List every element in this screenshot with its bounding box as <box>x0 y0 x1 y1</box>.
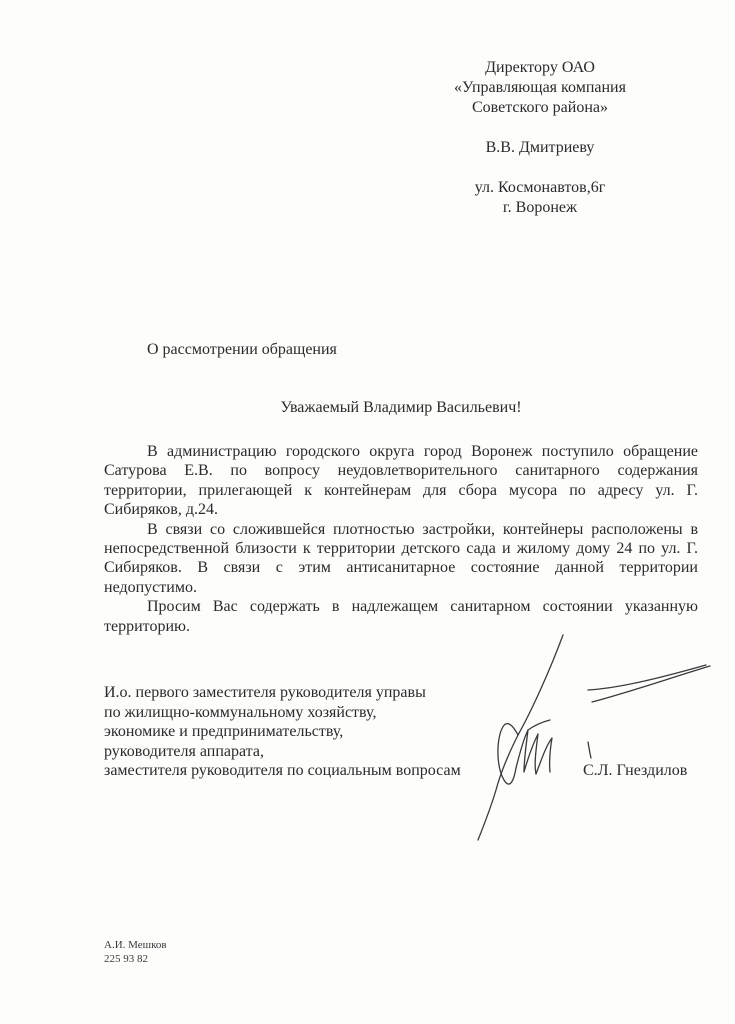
body-paragraph: В администрацию городского округа город Воронеж поступило обращение Сатурова Е.В. по вопросу неудовлетворительного санитарного содержания территории, прилегающей к контейнерам для сбора мусора по адресу ул. Г. Сибиряков, д.24. <box>104 443 698 519</box>
addressee-name: В.В. Дмитриеву <box>485 139 595 156</box>
addressee-company: «Управляющая компания <box>454 79 626 96</box>
signer-title-block <box>104 683 461 781</box>
signer-name: С.Л. Гнездилов <box>583 762 688 779</box>
addressee-city: г. Воронеж <box>502 199 578 216</box>
addressee-position: Директору ОАО <box>485 59 595 76</box>
executor-name: А.И. Мешков <box>104 939 167 951</box>
addressee-street: ул. Космонавтов,6г <box>474 179 606 196</box>
handwritten-signature <box>470 630 720 845</box>
signer-title-line: по жилищно-коммунальному хозяйству, <box>104 703 377 721</box>
executor-block <box>104 938 167 966</box>
addressee-spacer <box>420 158 660 178</box>
body-paragraph: В связи со сложившейся плотностью застройки, контейнеры расположены в непосредственной близости к территории детского сада и жилому дому 24 по ул. Г. Сибиряков. В связи с этим антисанитарное состояние данной территории недопустимо. <box>104 520 698 596</box>
signer-title-line: И.о. первого заместителя руководителя управы <box>104 684 426 701</box>
body-paragraph: Просим Вас содержать в надлежащем санитарном состоянии указанную территорию. <box>104 598 698 635</box>
letter-subject: О рассмотрении обращения <box>147 341 337 358</box>
addressee-company-district: Советского района» <box>472 99 608 116</box>
signer-title-line: экономике и предпринимательству, <box>104 723 344 741</box>
signer-title-line: заместителя руководителя по социальным вопросам <box>104 762 461 780</box>
addressee-spacer <box>420 118 660 138</box>
letter-body <box>104 442 698 636</box>
executor-phone: 225 93 82 <box>104 953 148 965</box>
salutation: Уважаемый Владимир Васильевич! <box>280 399 522 416</box>
addressee-block <box>420 58 660 218</box>
signer-title-line: руководителя аппарата, <box>104 742 264 760</box>
